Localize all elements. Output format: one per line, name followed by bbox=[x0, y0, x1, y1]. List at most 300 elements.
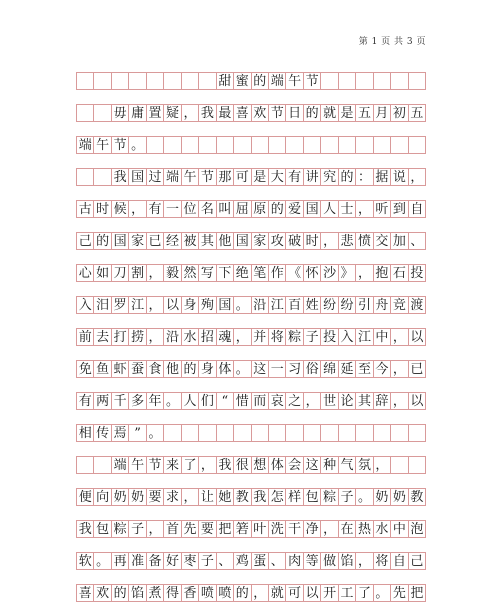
grid-cell: 已 bbox=[147, 233, 164, 249]
grid-cell: 、 bbox=[269, 553, 286, 569]
grid-cell: 我 bbox=[252, 489, 269, 505]
grid-cell bbox=[356, 137, 373, 153]
grid-cell: 鱼 bbox=[94, 361, 111, 377]
grid-cell: 辞 bbox=[374, 393, 391, 409]
grid-cell: 以 bbox=[409, 393, 426, 409]
grid-cell: 这 bbox=[304, 457, 321, 473]
grid-cell: 备 bbox=[147, 553, 164, 569]
grid-cell: 大 bbox=[269, 169, 286, 185]
grid-cell: 破 bbox=[286, 233, 303, 249]
grid-cell: 要 bbox=[147, 489, 164, 505]
grid-cell: 节 bbox=[304, 73, 321, 89]
grid-cell bbox=[286, 425, 303, 441]
grid-cell: 交 bbox=[374, 233, 391, 249]
grid-cell: 好 bbox=[164, 553, 181, 569]
grid-cell: 的 bbox=[339, 169, 356, 185]
grid-cell: 自 bbox=[409, 201, 426, 217]
grid-cell: 喷 bbox=[217, 585, 234, 601]
grid-cell bbox=[339, 425, 356, 441]
grid-cell: ， bbox=[147, 265, 164, 281]
grid-cell: 江 bbox=[356, 329, 373, 345]
grid-cell: 可 bbox=[234, 169, 251, 185]
grid-cell: 其 bbox=[356, 393, 373, 409]
grid-cell: 爱 bbox=[286, 201, 303, 217]
grid-cell: 之 bbox=[286, 393, 303, 409]
grid-cell: 可 bbox=[286, 585, 303, 601]
grid-cell: 渡 bbox=[409, 297, 426, 313]
grid-cell bbox=[217, 137, 234, 153]
grid-cell: 的 bbox=[252, 73, 269, 89]
grid-cell bbox=[304, 137, 321, 153]
grid-cell: 的 bbox=[94, 233, 111, 249]
grid-cell: ， bbox=[356, 201, 373, 217]
grid-cell: 欢 bbox=[94, 585, 111, 601]
grid-cell: 体 bbox=[217, 361, 234, 377]
grid-cell bbox=[356, 73, 373, 89]
grid-cell: 想 bbox=[252, 457, 269, 473]
grid-row bbox=[76, 520, 426, 538]
grid-cell bbox=[77, 169, 94, 185]
grid-cell: 入 bbox=[77, 297, 94, 313]
essay-line bbox=[76, 350, 426, 376]
grid-cell: 庸 bbox=[129, 105, 146, 121]
grid-cell: 、 bbox=[409, 233, 426, 249]
grid-cell bbox=[199, 73, 216, 89]
grid-cell: ， bbox=[304, 393, 321, 409]
grid-cell: 。 bbox=[164, 393, 181, 409]
grid-cell: ” bbox=[129, 425, 146, 441]
grid-cell bbox=[199, 137, 216, 153]
grid-cell: 节 bbox=[269, 105, 286, 121]
grid-cell: 做 bbox=[321, 553, 338, 569]
grid-cell: 子 bbox=[129, 521, 146, 537]
grid-cell: 国 bbox=[304, 201, 321, 217]
grid-cell: 刀 bbox=[112, 265, 129, 281]
grid-cell: 的 bbox=[234, 585, 251, 601]
grid-cell: 节 bbox=[112, 137, 129, 153]
grid-cell: 愤 bbox=[356, 233, 373, 249]
grid-cell: 舟 bbox=[374, 297, 391, 313]
grid-cell: 。 bbox=[147, 425, 164, 441]
grid-cell: 子 bbox=[304, 329, 321, 345]
grid-cell: 毋 bbox=[112, 105, 129, 121]
grid-cell: 煮 bbox=[147, 585, 164, 601]
grid-cell: 最 bbox=[217, 105, 234, 121]
grid-cell: 了 bbox=[182, 457, 199, 473]
grid-cell: 讲 bbox=[304, 169, 321, 185]
grid-cell bbox=[94, 105, 111, 121]
grid-cell: 净 bbox=[304, 521, 321, 537]
grid-cell: 自 bbox=[391, 553, 408, 569]
grid-cell: 首 bbox=[164, 521, 181, 537]
grid-cell bbox=[321, 425, 338, 441]
grid-cell: 候 bbox=[112, 201, 129, 217]
grid-cell: 相 bbox=[77, 425, 94, 441]
grid-cell: 。 bbox=[94, 553, 111, 569]
grid-row bbox=[76, 168, 426, 186]
grid-cell: 时 bbox=[94, 201, 111, 217]
grid-cell: 下 bbox=[217, 265, 234, 281]
grid-cell: 人 bbox=[182, 393, 199, 409]
grid-cell: 中 bbox=[391, 521, 408, 537]
grid-row bbox=[76, 232, 426, 250]
essay-line bbox=[76, 446, 426, 472]
grid-cell: 江 bbox=[129, 297, 146, 313]
grid-cell bbox=[217, 425, 234, 441]
grid-cell: 家 bbox=[252, 233, 269, 249]
grid-cell: 他 bbox=[164, 361, 181, 377]
essay-line bbox=[76, 286, 426, 312]
grid-cell: 体 bbox=[269, 457, 286, 473]
grid-cell: 》 bbox=[339, 265, 356, 281]
grid-cell: 五 bbox=[409, 105, 426, 121]
grid-cell bbox=[234, 137, 251, 153]
grid-cell: 笔 bbox=[252, 265, 269, 281]
grid-cell: 原 bbox=[252, 201, 269, 217]
grid-cell: 。 bbox=[374, 585, 391, 601]
grid-cell: 免 bbox=[77, 361, 94, 377]
grid-cell: 惜 bbox=[234, 393, 251, 409]
grid-cell: ， bbox=[356, 265, 373, 281]
grid-cell: 来 bbox=[164, 457, 181, 473]
grid-cell: 蛋 bbox=[252, 553, 269, 569]
grid-cell: ， bbox=[252, 585, 269, 601]
grid-cell: ， bbox=[199, 457, 216, 473]
grid-cell bbox=[374, 137, 391, 153]
page-info: 第 1 页 共 3 页 bbox=[358, 37, 426, 47]
grid-cell: 这 bbox=[252, 361, 269, 377]
grid-cell: 一 bbox=[164, 201, 181, 217]
grid-cell: 身 bbox=[199, 361, 216, 377]
grid-cell: 绵 bbox=[321, 361, 338, 377]
essay-line bbox=[76, 574, 426, 600]
grid-cell: 。 bbox=[129, 137, 146, 153]
grid-cell: 己 bbox=[409, 553, 426, 569]
grid-cell: 水 bbox=[374, 521, 391, 537]
grid-row bbox=[76, 392, 426, 410]
grid-cell bbox=[94, 169, 111, 185]
grid-cell bbox=[374, 425, 391, 441]
grid-cell bbox=[269, 137, 286, 153]
grid-cell: 馅 bbox=[339, 553, 356, 569]
grid-cell: 去 bbox=[94, 329, 111, 345]
grid-cell: 以 bbox=[304, 585, 321, 601]
essay-line bbox=[76, 190, 426, 216]
grid-cell bbox=[77, 73, 94, 89]
grid-cell: 其 bbox=[199, 233, 216, 249]
grid-cell: 样 bbox=[286, 489, 303, 505]
grid-cell bbox=[252, 425, 269, 441]
grid-cell: 引 bbox=[356, 297, 373, 313]
grid-cell: 粽 bbox=[321, 489, 338, 505]
grid-cell: 蜜 bbox=[234, 73, 251, 89]
grid-cell: 前 bbox=[77, 329, 94, 345]
grid-cell bbox=[391, 137, 408, 153]
grid-cell: 奶 bbox=[112, 489, 129, 505]
grid-cell: 奶 bbox=[391, 489, 408, 505]
grid-cell: 工 bbox=[339, 585, 356, 601]
grid-cell: 开 bbox=[321, 585, 338, 601]
grid-cell: 干 bbox=[286, 521, 303, 537]
grid-cell: 习 bbox=[286, 361, 303, 377]
grid-cell: ： bbox=[356, 169, 373, 185]
grid-cell: 时 bbox=[304, 233, 321, 249]
grid-cell: 那 bbox=[217, 169, 234, 185]
grid-cell: 姓 bbox=[304, 297, 321, 313]
grid-row bbox=[76, 488, 426, 506]
grid-cell: 沿 bbox=[252, 297, 269, 313]
grid-cell bbox=[147, 137, 164, 153]
grid-cell: 很 bbox=[234, 457, 251, 473]
essay-line bbox=[76, 382, 426, 408]
grid-cell: 软 bbox=[77, 553, 94, 569]
grid-cell: 今 bbox=[374, 361, 391, 377]
essay-line bbox=[76, 414, 426, 440]
grid-cell bbox=[147, 73, 164, 89]
grid-cell: 就 bbox=[321, 105, 338, 121]
grid-cell: 端 bbox=[112, 457, 129, 473]
grid-cell bbox=[321, 137, 338, 153]
grid-cell: 是 bbox=[339, 105, 356, 121]
grid-cell: ， bbox=[182, 489, 199, 505]
grid-cell: 名 bbox=[199, 201, 216, 217]
essay-title-row bbox=[76, 62, 426, 88]
grid-cell: 将 bbox=[374, 553, 391, 569]
grid-cell: 的 bbox=[304, 105, 321, 121]
grid-cell: 至 bbox=[356, 361, 373, 377]
grid-cell: 水 bbox=[182, 329, 199, 345]
grid-row bbox=[76, 456, 426, 474]
grid-cell: 作 bbox=[269, 265, 286, 281]
grid-cell: 准 bbox=[129, 553, 146, 569]
grid-cell: 纷 bbox=[321, 297, 338, 313]
grid-row bbox=[76, 328, 426, 346]
grid-cell bbox=[77, 105, 94, 121]
grid-cell: 五 bbox=[356, 105, 373, 121]
grid-cell: 投 bbox=[409, 265, 426, 281]
grid-cell: 焉 bbox=[112, 425, 129, 441]
grid-cell bbox=[374, 73, 391, 89]
grid-cell: 中 bbox=[374, 329, 391, 345]
essay-line bbox=[76, 222, 426, 248]
grid-cell: 枣 bbox=[182, 553, 199, 569]
grid-cell bbox=[286, 137, 303, 153]
grid-cell bbox=[234, 425, 251, 441]
grid-cell: 置 bbox=[147, 105, 164, 121]
grid-cell: 哀 bbox=[269, 393, 286, 409]
grid-cell: 端 bbox=[77, 137, 94, 153]
essay-line bbox=[76, 254, 426, 280]
grid-cell: 有 bbox=[147, 201, 164, 217]
grid-row bbox=[76, 584, 426, 602]
grid-cell: 有 bbox=[77, 393, 94, 409]
grid-cell: 怀 bbox=[304, 265, 321, 281]
grid-cell: 是 bbox=[252, 169, 269, 185]
grid-cell: ， bbox=[321, 521, 338, 537]
grid-cell: 端 bbox=[164, 169, 181, 185]
grid-cell: 位 bbox=[182, 201, 199, 217]
grid-cell: 我 bbox=[77, 521, 94, 537]
grid-row bbox=[76, 552, 426, 570]
grid-cell bbox=[182, 425, 199, 441]
grid-cell: 的 bbox=[269, 201, 286, 217]
grid-cell: ， bbox=[374, 457, 391, 473]
grid-cell: 以 bbox=[164, 297, 181, 313]
grid-cell: 多 bbox=[129, 393, 146, 409]
grid-cell: 的 bbox=[182, 361, 199, 377]
grid-cell bbox=[164, 73, 181, 89]
grid-cell: 得 bbox=[164, 585, 181, 601]
grid-row bbox=[76, 200, 426, 218]
grid-cell: “ bbox=[217, 393, 234, 409]
grid-cell bbox=[409, 73, 426, 89]
grid-cell: 心 bbox=[77, 265, 94, 281]
grid-cell: 据 bbox=[374, 169, 391, 185]
grid-cell: 有 bbox=[286, 169, 303, 185]
grid-cell: 国 bbox=[234, 233, 251, 249]
essay-line bbox=[76, 510, 426, 536]
grid-cell: 屈 bbox=[234, 201, 251, 217]
grid-cell: 怎 bbox=[269, 489, 286, 505]
grid-cell: 午 bbox=[182, 169, 199, 185]
grid-cell: 国 bbox=[217, 297, 234, 313]
grid-cell: 年 bbox=[147, 393, 164, 409]
grid-cell: 我 bbox=[217, 457, 234, 473]
grid-cell: 子 bbox=[199, 553, 216, 569]
grid-cell: 让 bbox=[199, 489, 216, 505]
grid-cell: 日 bbox=[286, 105, 303, 121]
grid-cell: 泡 bbox=[409, 521, 426, 537]
grid-cell: ， bbox=[182, 105, 199, 121]
grid-cell: 把 bbox=[217, 521, 234, 537]
grid-cell: 士 bbox=[339, 201, 356, 217]
grid-cell: 两 bbox=[94, 393, 111, 409]
grid-cell: 喜 bbox=[77, 585, 94, 601]
grid-cell: ， bbox=[391, 329, 408, 345]
grid-cell: 他 bbox=[217, 233, 234, 249]
grid-cell: 就 bbox=[269, 585, 286, 601]
grid-cell: 了 bbox=[356, 585, 373, 601]
grid-cell: 己 bbox=[77, 233, 94, 249]
grid-cell: 喜 bbox=[234, 105, 251, 121]
grid-cell: 午 bbox=[94, 137, 111, 153]
grid-cell: 世 bbox=[321, 393, 338, 409]
grid-cell: 把 bbox=[409, 585, 426, 601]
grid-cell: 延 bbox=[339, 361, 356, 377]
grid-cell: 写 bbox=[199, 265, 216, 281]
grid-cell: 节 bbox=[199, 169, 216, 185]
grid-cell: 石 bbox=[391, 265, 408, 281]
grid-cell: ， bbox=[409, 169, 426, 185]
grid-cell: ， bbox=[147, 297, 164, 313]
grid-cell bbox=[182, 73, 199, 89]
grid-cell: 月 bbox=[374, 105, 391, 121]
grid-cell: 。 bbox=[356, 489, 373, 505]
grid-cell: ， bbox=[391, 361, 408, 377]
grid-cell bbox=[269, 425, 286, 441]
grid-cell bbox=[409, 457, 426, 473]
grid-cell: 先 bbox=[182, 521, 199, 537]
essay-line bbox=[76, 158, 426, 184]
grid-cell: 先 bbox=[391, 585, 408, 601]
grid-cell bbox=[391, 73, 408, 89]
grid-cell: ， bbox=[234, 329, 251, 345]
essay-line bbox=[76, 126, 426, 152]
grid-cell: 喷 bbox=[199, 585, 216, 601]
grid-cell bbox=[164, 137, 181, 153]
grid-cell: 午 bbox=[286, 73, 303, 89]
grid-cell: 究 bbox=[321, 169, 338, 185]
grid-cell: 经 bbox=[164, 233, 181, 249]
grid-cell: 疑 bbox=[164, 105, 181, 121]
grid-cell: 午 bbox=[129, 457, 146, 473]
grid-cell: 要 bbox=[199, 521, 216, 537]
grid-cell: 种 bbox=[321, 457, 338, 473]
essay-line bbox=[76, 542, 426, 568]
grid-cell: 香 bbox=[182, 585, 199, 601]
grid-cell: 叶 bbox=[252, 521, 269, 537]
grid-cell: ， bbox=[129, 201, 146, 217]
grid-cell: 奶 bbox=[374, 489, 391, 505]
grid-cell: 子 bbox=[339, 489, 356, 505]
essay-line bbox=[76, 478, 426, 504]
grid-cell: 攻 bbox=[269, 233, 286, 249]
grid-cell: 叫 bbox=[217, 201, 234, 217]
grid-cell: 将 bbox=[269, 329, 286, 345]
grid-cell: 千 bbox=[112, 393, 129, 409]
grid-cell: 然 bbox=[182, 265, 199, 281]
grid-cell: 投 bbox=[321, 329, 338, 345]
grid-cell: 。 bbox=[234, 361, 251, 377]
grid-cell: 割 bbox=[129, 265, 146, 281]
grid-cell: 人 bbox=[321, 201, 338, 217]
grid-cell: 加 bbox=[391, 233, 408, 249]
grid-cell: 过 bbox=[147, 169, 164, 185]
grid-cell: 她 bbox=[217, 489, 234, 505]
grid-cell: 等 bbox=[304, 553, 321, 569]
grid-cell: 传 bbox=[94, 425, 111, 441]
grid-cell: ， bbox=[391, 393, 408, 409]
grid-cell: 毅 bbox=[164, 265, 181, 281]
grid-row bbox=[76, 264, 426, 282]
grid-cell bbox=[252, 137, 269, 153]
grid-cell: ， bbox=[147, 329, 164, 345]
grid-cell: 如 bbox=[94, 265, 111, 281]
grid-cell: 纷 bbox=[339, 297, 356, 313]
grid-cell: 国 bbox=[112, 233, 129, 249]
grid-cell: 教 bbox=[234, 489, 251, 505]
grid-cell: 一 bbox=[269, 361, 286, 377]
grid-cell bbox=[409, 425, 426, 441]
grid-cell: 教 bbox=[409, 489, 426, 505]
grid-cell: 奶 bbox=[129, 489, 146, 505]
grid-cell bbox=[321, 73, 338, 89]
grid-cell: 热 bbox=[356, 521, 373, 537]
grid-cell: 江 bbox=[269, 297, 286, 313]
grid-row bbox=[76, 104, 426, 122]
grid-cell: 粽 bbox=[112, 521, 129, 537]
grid-cell bbox=[339, 73, 356, 89]
grid-cell: 身 bbox=[182, 297, 199, 313]
grid-cell: 再 bbox=[112, 553, 129, 569]
grid-cell: 洗 bbox=[269, 521, 286, 537]
grid-cell: 听 bbox=[374, 201, 391, 217]
grid-cell: 节 bbox=[147, 457, 164, 473]
grid-cell: 沙 bbox=[321, 265, 338, 281]
grid-cell: 包 bbox=[94, 521, 111, 537]
grid-cell: 说 bbox=[391, 169, 408, 185]
grid-row bbox=[76, 72, 426, 90]
